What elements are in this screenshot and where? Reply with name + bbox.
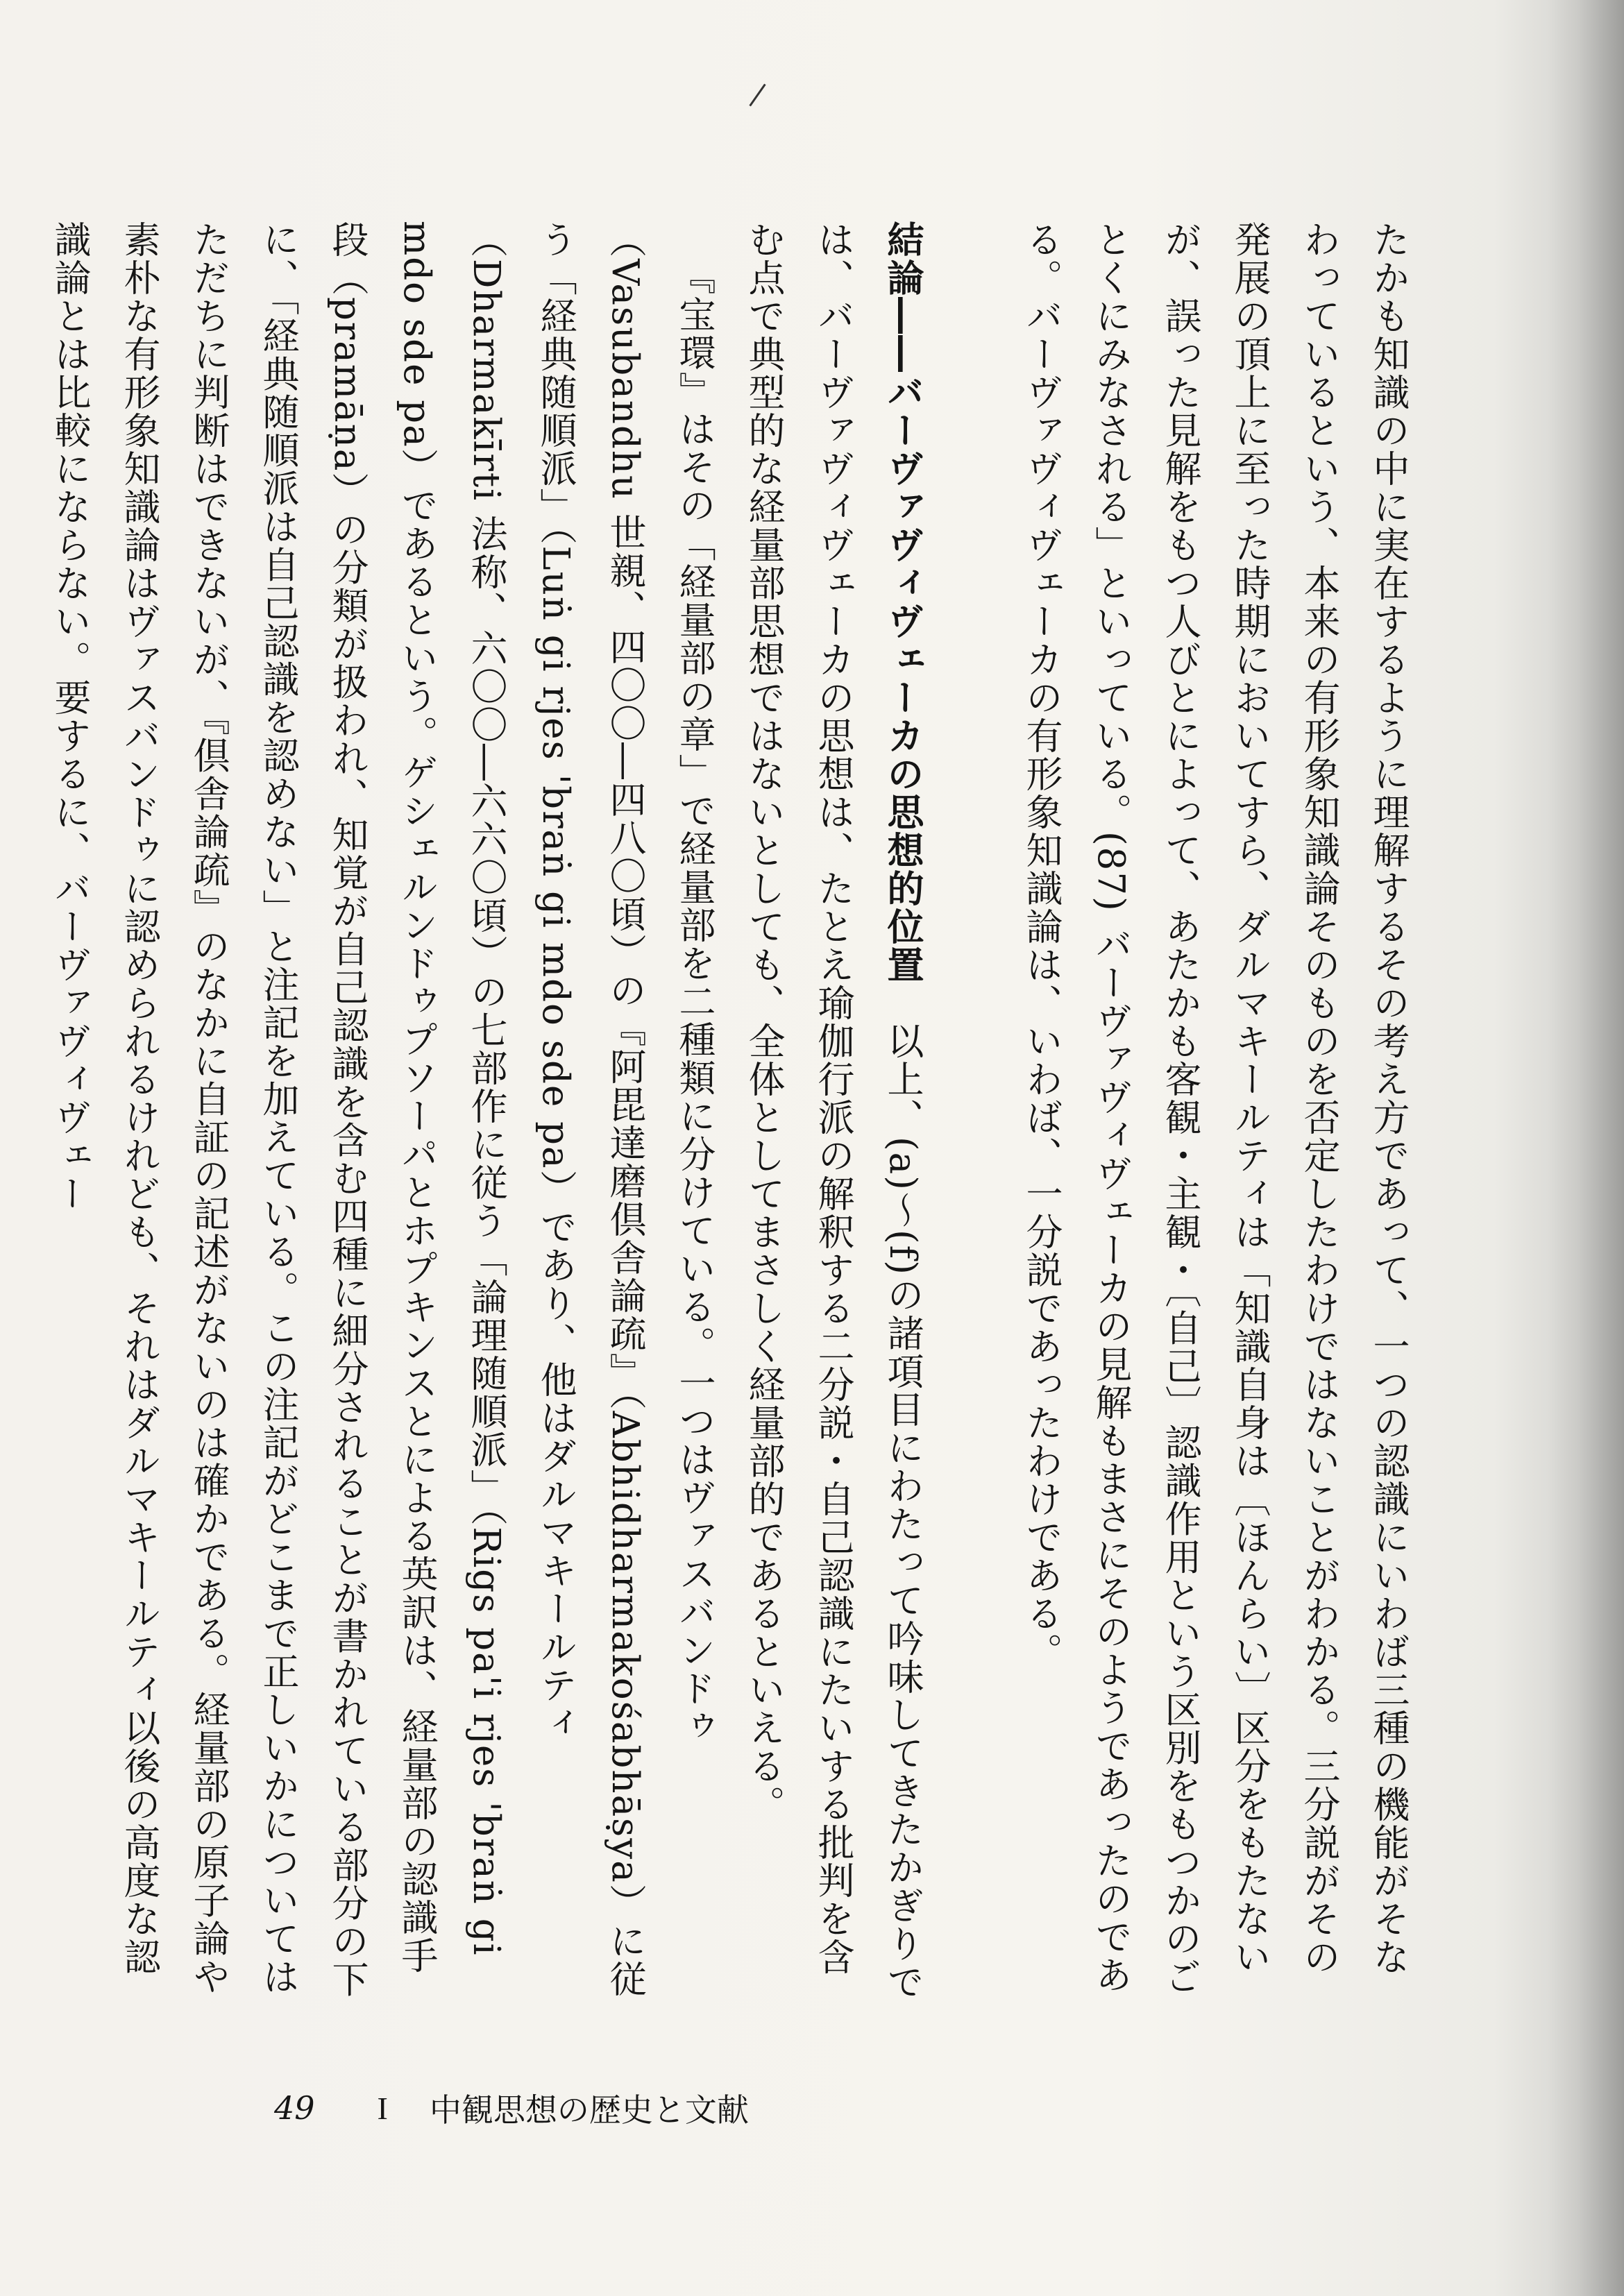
page-number: 49 [274,2089,315,2127]
paragraph-2 [729,221,937,2011]
page-edge-shadow [1548,0,1624,2296]
paragraph-3-text: 『宝環』はその「経量部の章」で経量部を二種類に分けている。一つはヴァスバンドゥ（Vasubandhu 世親、四〇〇―四八〇頃）の『阿毘達磨倶舎論疏』（Abhidharmakośabhāṣya）に従う「経典随順派」（Luṅ gi rjes 'braṅ gi mdo sde pa）であり、他はダルマキールティ（Dharmakīrti 法称、六〇〇―六六〇頃）の七部作に従う「論理随順派」（Rigs pa'i rjes 'braṅ gi mdo sde pa）であるという。ゲシェルンドゥプソーパとホプキンスとによる英訳は、経量部の認識手段（pramāṇa）の分類が扱われ、知覚が自己認識を含む四種に細分されることが書かれている部分の下に、「経典随順派は自己認識を認めない」と注記を加えている。この注記がどこまで正しいかについてはただちに判断はできないが、『倶舎論疏』のなかに自証の記述がないのは確かである。経量部の原子論や素朴な有形象知識論はヴァスバンドゥに認められるけれども、それはダルマキールティ以後の高度な認識論とは比較にならない。要するに、バーヴァヴィヴェー [49,221,716,1999]
paragraph-1 [1006,221,1423,2011]
paragraph-1-text: たかも知識の中に実在するように理解するその考え方であって、一つの認識にいわば三種の機能がそなわっているという、本来の有形象知識論そのものを否定したわけではないことがわかる。三分説がその発展の頂上に至った時期においてすら、ダルマキールティは「知識自身は〔ほんらい〕区分をもたないが、誤った見解をもつ人びとによって、あたかも客観・主観・〔自己〕認識作用という区別をもつかのごとくにみなされる」といっている。(87) バーヴァヴィヴェーカの見解もまさにそのようであったのである。バーヴァヴィヴェーカの有形象知識論は、いわば、一分説であったわけである。 [1020,221,1410,1996]
page-footer [274,2087,749,2129]
vertical-body-text [49,221,1423,2011]
part-number: I [377,2090,388,2126]
paragraph-2-text: 以上、(a)～(f)の諸項目にわたって吟味してきたかぎりでは、バーヴァヴィヴェーカの思想は、たとえ瑜伽行派の解釈する二分説・自己認識にたいする批判を含む点で典型的な経量部思想ではないとしても、全体としてまさしく経量部的であるといえる。 [743,221,924,2001]
section-heading: 結論――バーヴァヴィヴェーカの思想的位置 [881,221,924,984]
stray-mark [749,84,766,107]
paragraph-gap [937,221,1006,2011]
paragraph-3 [35,221,729,2011]
running-title: 中観思想の歴史と文献 [429,2091,749,2129]
